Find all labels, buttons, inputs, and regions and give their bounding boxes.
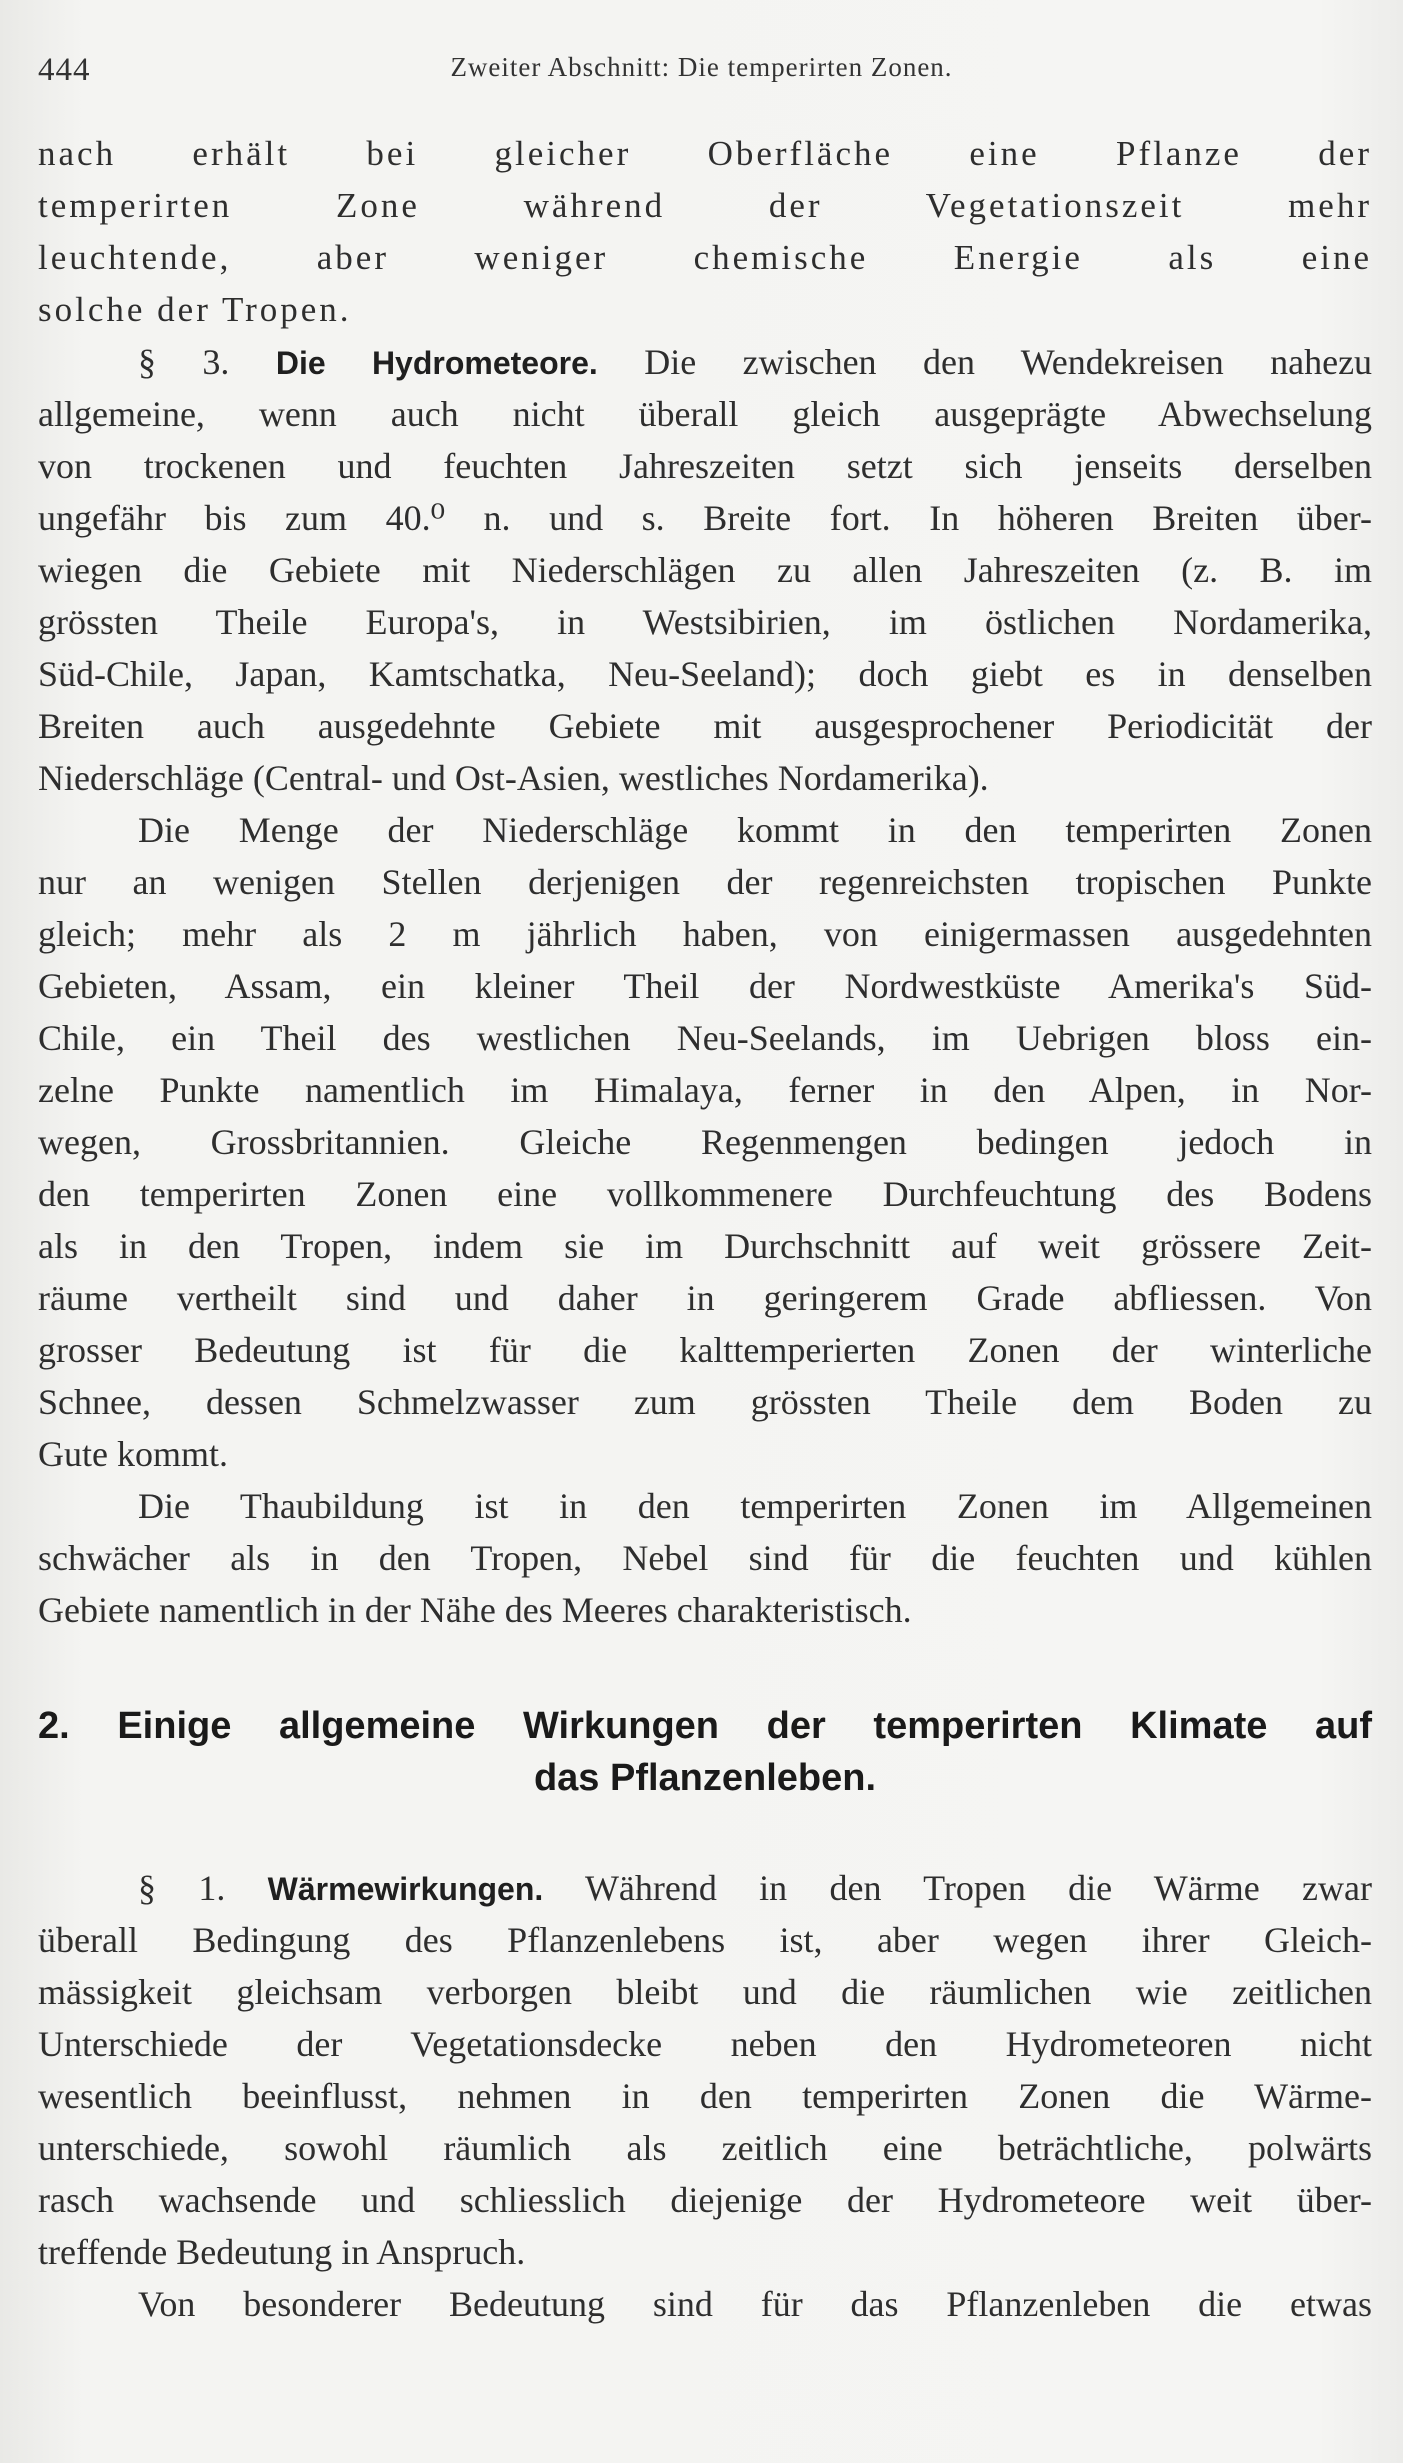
text-line: Schnee, dessen Schmelzwasser zum grössten Theile dem Boden zu [38,1382,1372,1422]
text-line: Gute kommt. [38,1434,228,1474]
text-line: von trockenen und feuchten Jahreszeiten setzt sich jenseits derselben [38,446,1372,486]
section-1-title: Wärmewirkungen. [267,1871,544,1907]
text-line: Breiten auch ausgedehnte Gebiete mit ausgesprochener Periodicität der [38,706,1372,746]
text-line: Von besonderer Bedeutung sind für das Pflanzenleben die etwas [138,2284,1372,2324]
text-line: leuchtende, aber weniger chemische Energie als eine [38,238,1372,277]
section-3-text: Die zwischen den Wendekreisen nahezu [644,342,1373,382]
text-line: nur an wenigen Stellen derjenigen der regenreichsten tropischen Punkte [38,862,1372,902]
text-line: Gebiete namentlich in der Nähe des Meeres charakteristisch. [38,1590,912,1630]
text-line: ungefähr bis zum 40.⁰ n. und s. Breite fort. In höheren Breiten über- [38,498,1372,538]
text-line: mässigkeit gleichsam verborgen bleibt und die räumlichen wie zeitlichen [38,1972,1372,2012]
text-line: solche der Tropen. [38,290,352,329]
text-line: als in den Tropen, indem sie im Durchschnitt auf weit grössere Zeit- [38,1226,1372,1266]
section-1-line [38,1862,1372,1914]
text-line: überall Bedingung des Pflanzenlebens ist, aber wegen ihrer Gleich- [38,1920,1372,1960]
text-line: wiegen die Gebiete mit Niederschlägen zu allen Jahreszeiten (z. B. im [38,550,1372,590]
text-line: Süd-Chile, Japan, Kamtschatka, Neu-Seeland); doch giebt es in denselben [38,654,1372,694]
text-line: grosser Bedeutung ist für die kalttemperierten Zonen der winterliche [38,1330,1372,1370]
text-line: nach erhält bei gleicher Oberfläche eine Pflanze der [38,134,1372,173]
text-line: grössten Theile Europa's, in Westsibirien, im östlichen Nordamerika, [38,602,1372,642]
section-3-title: Die Hydrometeore. [275,345,598,381]
text-line: Niederschläge (Central- und Ost-Asien, westliches Nordamerika). [38,758,989,798]
text-line: wesentlich beeinflusst, nehmen in den temperirten Zonen die Wärme- [38,2076,1372,2116]
page-number: 444 [38,52,91,88]
text-line: gleich; mehr als 2 m jährlich haben, von einigermassen ausgedehnten [38,914,1372,954]
text-line: den temperirten Zonen eine vollkommenere Durchfeuchtung des Bodens [38,1174,1372,1214]
text-line: unterschiede, sowohl räumlich als zeitlich eine beträchtliche, polwärts [38,2128,1372,2168]
text-line: schwächer als in den Tropen, Nebel sind für die feuchten und kühlen [38,1538,1372,1578]
page-header [38,48,1365,94]
text-line: Gebieten, Assam, ein kleiner Theil der Nordwestküste Amerika's Süd- [38,966,1372,1006]
text-line: temperirten Zone während der Vegetationszeit mehr [38,186,1372,225]
chapter-heading [38,1700,1372,1804]
chapter-heading-line-1: 2. Einige allgemeine Wirkungen der temperirten Klimate auf [38,1705,1372,1747]
text-line: Die Menge der Niederschläge kommt in den temperirten Zonen [138,810,1372,850]
section-1-mark: § 1. [138,1868,226,1908]
text-line: zelne Punkte namentlich im Himalaya, ferner in den Alpen, in Nor- [38,1070,1372,1110]
text-line: allgemeine, wenn auch nicht überall gleich ausgeprägte Abwechselung [38,394,1372,434]
running-head: Zweiter Abschnitt: Die temperirten Zonen. [450,52,953,82]
section-3-mark: § 3. [138,342,230,382]
text-line: rasch wachsende und schliesslich diejenige der Hydrometeore weit über- [38,2180,1372,2220]
text-line: treffende Bedeutung in Anspruch. [38,2232,526,2272]
text-line: Die Thaubildung ist in den temperirten Zonen im Allgemeinen [138,1486,1372,1526]
text-line: wegen, Grossbritannien. Gleiche Regenmengen bedingen jedoch in [38,1122,1372,1162]
section-3-line [38,336,1372,388]
text-line: räume vertheilt sind und daher in geringerem Grade abfliessen. Von [38,1278,1372,1318]
chapter-heading-line-2: das Pflanzenleben. [533,1757,877,1799]
section-1-text: Während in den Tropen die Wärme zwar [584,1868,1372,1908]
text-line: Unterschiede der Vegetationsdecke neben den Hydrometeoren nicht [38,2024,1372,2064]
text-line: Chile, ein Theil des westlichen Neu-Seelands, im Uebrigen bloss ein- [38,1018,1372,1058]
